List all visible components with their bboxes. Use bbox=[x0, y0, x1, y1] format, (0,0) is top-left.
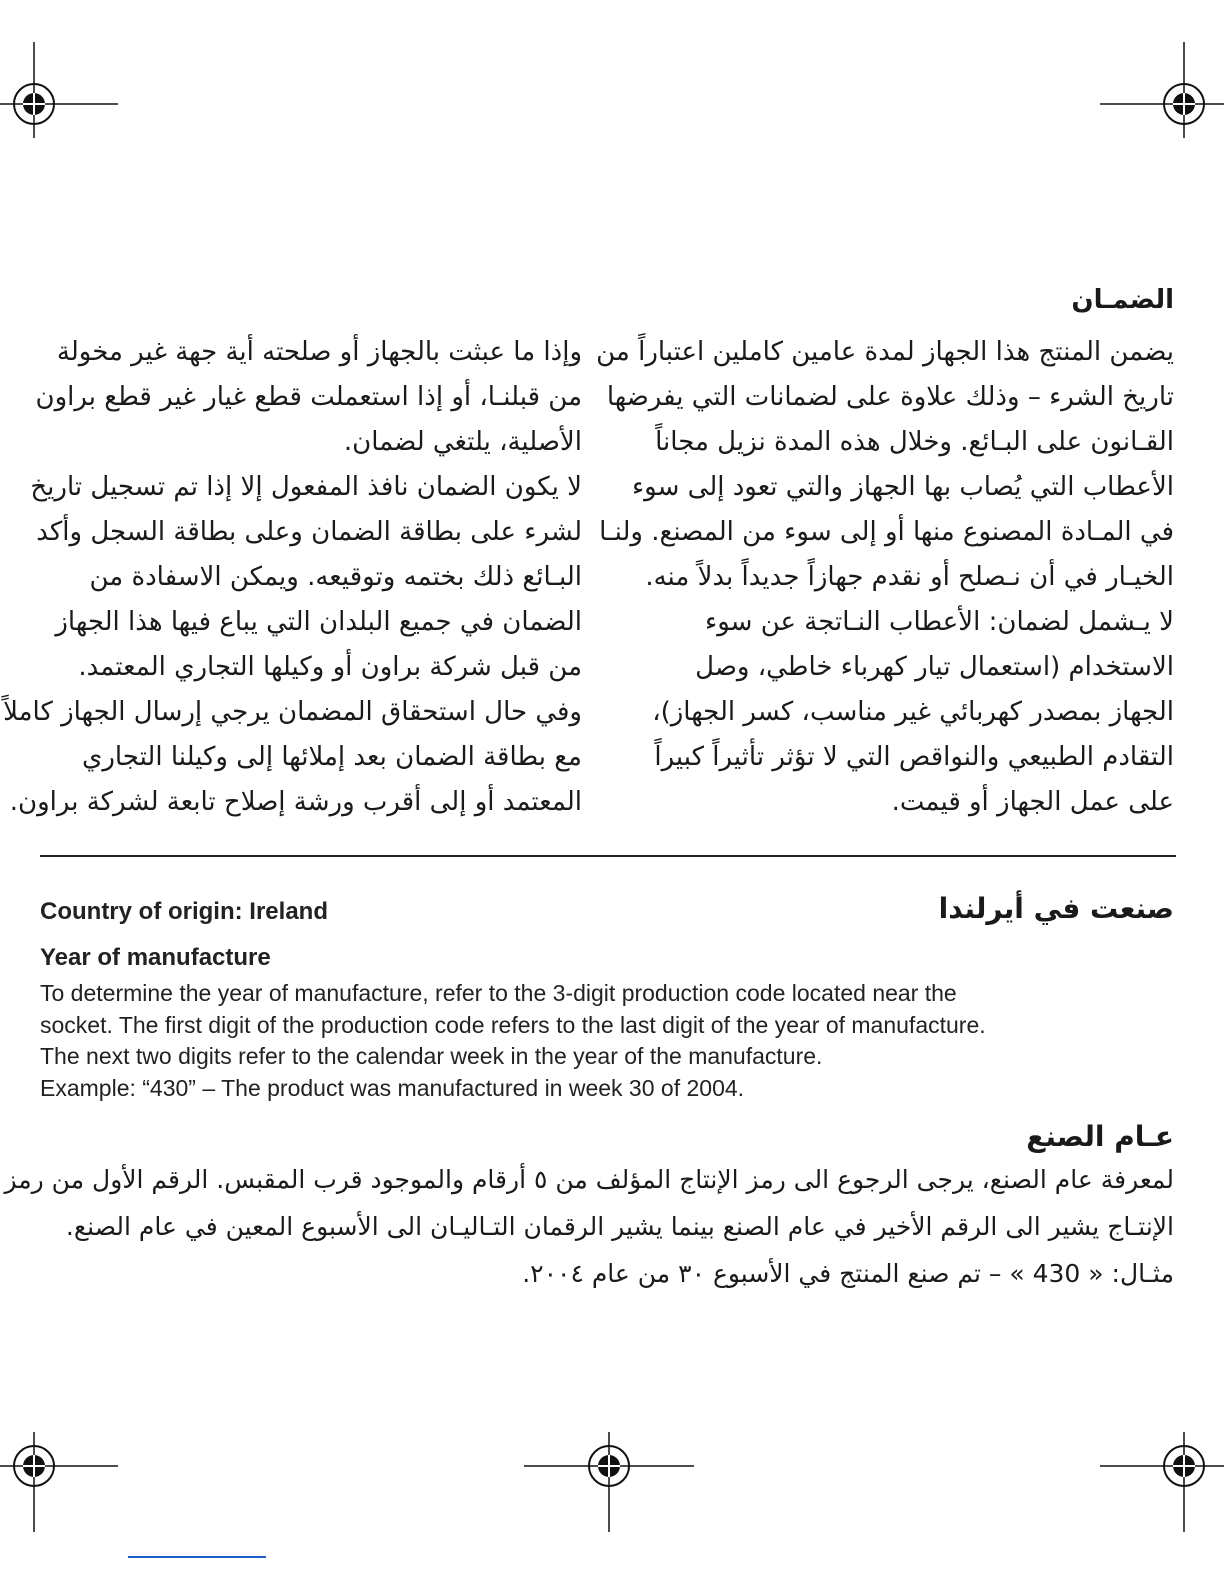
section-divider bbox=[40, 855, 1176, 857]
warranty-line: لا يكون الضمان نافذ المفعول إلا إذا تم تسجيل تاريخ bbox=[30, 472, 582, 502]
warranty-line: البـائع ذلك بختمه وتوقيعه. ويمكن الاسفادة من bbox=[89, 562, 582, 592]
warranty-column-right bbox=[596, 330, 1174, 825]
yom-line: To determine the year of manufacture, refer to the 3-digit production code located near the bbox=[40, 980, 957, 1006]
year-of-manufacture-ar-title: عـام الصنع bbox=[1026, 1120, 1174, 1153]
country-of-origin-ar: صنعت في أيرلندا bbox=[938, 892, 1174, 925]
warranty-line: الأعطاب التي يُصاب بها الجهاز والتي تعود إلى سوء bbox=[631, 472, 1174, 502]
warranty-section bbox=[634, 282, 1174, 318]
registration-mark-bottom-right bbox=[1100, 1432, 1224, 1532]
year-of-manufacture-ar-section bbox=[4, 1118, 1174, 1297]
yom-ar-line: مثـال: « 430 » – تم صنع المنتج في الأسبوع ٣٠ من عام ٢٠٠٤. bbox=[522, 1259, 1174, 1288]
warranty-line: على عمل الجهاز أو قيمت. bbox=[891, 787, 1174, 817]
warranty-line: الجهاز بمصدر كهربائي غير مناسب، كسر الجهاز)، bbox=[652, 697, 1174, 727]
registration-mark-bottom-center bbox=[524, 1432, 694, 1532]
warranty-line: من قبل شركة براون أو وكيلها التجاري المعتمد. bbox=[78, 652, 582, 682]
warranty-column-left bbox=[3, 330, 582, 825]
warranty-line: وفي حال استحقاق المضمان يرجي إرسال الجهاز كاملاً bbox=[3, 697, 582, 727]
year-of-manufacture-body bbox=[40, 978, 1190, 1104]
warranty-line: تاريخ الشرء – وذلك علاوة على لضمانات التي يفرضها bbox=[606, 382, 1174, 412]
footer-accent-line bbox=[128, 1556, 266, 1558]
yom-ar-line: لمعرفة عام الصنع، يرجى الرجوع الى رمز الإنتاج المؤلف من ٥ أرقام والموجود قرب المقبس. الرقم الأول من رمز bbox=[4, 1165, 1174, 1194]
warranty-line: الأصلية، يلتغي لضمان. bbox=[343, 427, 582, 457]
warranty-line: المعتمد أو إلى أقرب ورشة إصلاح تابعة لشركة براون. bbox=[9, 787, 582, 817]
warranty-line: في المـادة المصنوع منها أو إلى سوء من المصنع. ولنـا bbox=[599, 517, 1174, 547]
warranty-line: الاستخدام (استعمال تيار كهرباء خاطي، وصل bbox=[695, 652, 1174, 682]
warranty-title: الضمـان bbox=[1071, 285, 1174, 315]
country-of-origin-en: Country of origin: Ireland bbox=[40, 898, 328, 925]
registration-mark-top-right bbox=[1100, 42, 1224, 162]
warranty-line: لا يـشمل لضمان: الأعطاب النـاتجة عن سوء bbox=[705, 607, 1174, 637]
yom-line: socket. The first digit of the production code refers to the last digit of the year of manufacture. bbox=[40, 1011, 986, 1038]
warranty-line: لشرء على بطاقة الضمان وعلى بطاقة السجل وأكد bbox=[36, 517, 582, 547]
warranty-line: الخيـار في أن نـصلح أو نقدم جهازاً جديداً بدلاً منه. bbox=[645, 562, 1174, 592]
registration-mark-bottom-left bbox=[0, 1432, 120, 1532]
warranty-line: التقادم الطبيعي والنواقص التي لا تؤثر تأثيراً كبيراً bbox=[654, 742, 1174, 772]
year-of-manufacture-title: Year of manufacture bbox=[40, 944, 271, 971]
warranty-line: من قبلنـا، أو إذا استعملت قطع غيار غير قطع براون bbox=[35, 382, 582, 412]
warranty-line: مع بطاقة الضمان بعد إملائها إلى وكيلنا التجاري bbox=[81, 742, 582, 772]
yom-line: Example: “430” – The product was manufactured in week 30 of 2004. bbox=[40, 1074, 745, 1101]
warranty-line: الضمان في جميع البلدان التي يباع فيها هذا الجهاز bbox=[55, 607, 582, 637]
registration-mark-top-left bbox=[0, 42, 120, 162]
warranty-line: يضمن المنتج هذا الجهاز لمدة عامين كاملين اعتباراً من bbox=[596, 337, 1174, 367]
yom-line: The next two digits refer to the calendar week in the year of the manufacture. bbox=[40, 1043, 823, 1069]
warranty-line: وإذا ما عبثت بالجهاز أو صلحته أية جهة غير مخولة bbox=[56, 337, 582, 367]
warranty-line: القـانون على البـائع. وخلال هذه المدة نزيل مجاناً bbox=[655, 427, 1174, 457]
yom-ar-line: الإنتـاج يشير الى الرقم الأخير في عام الصنع بينما يشير الرقمان التـاليـان الى الأسبوع المعين في عام الصنع. bbox=[65, 1212, 1174, 1241]
